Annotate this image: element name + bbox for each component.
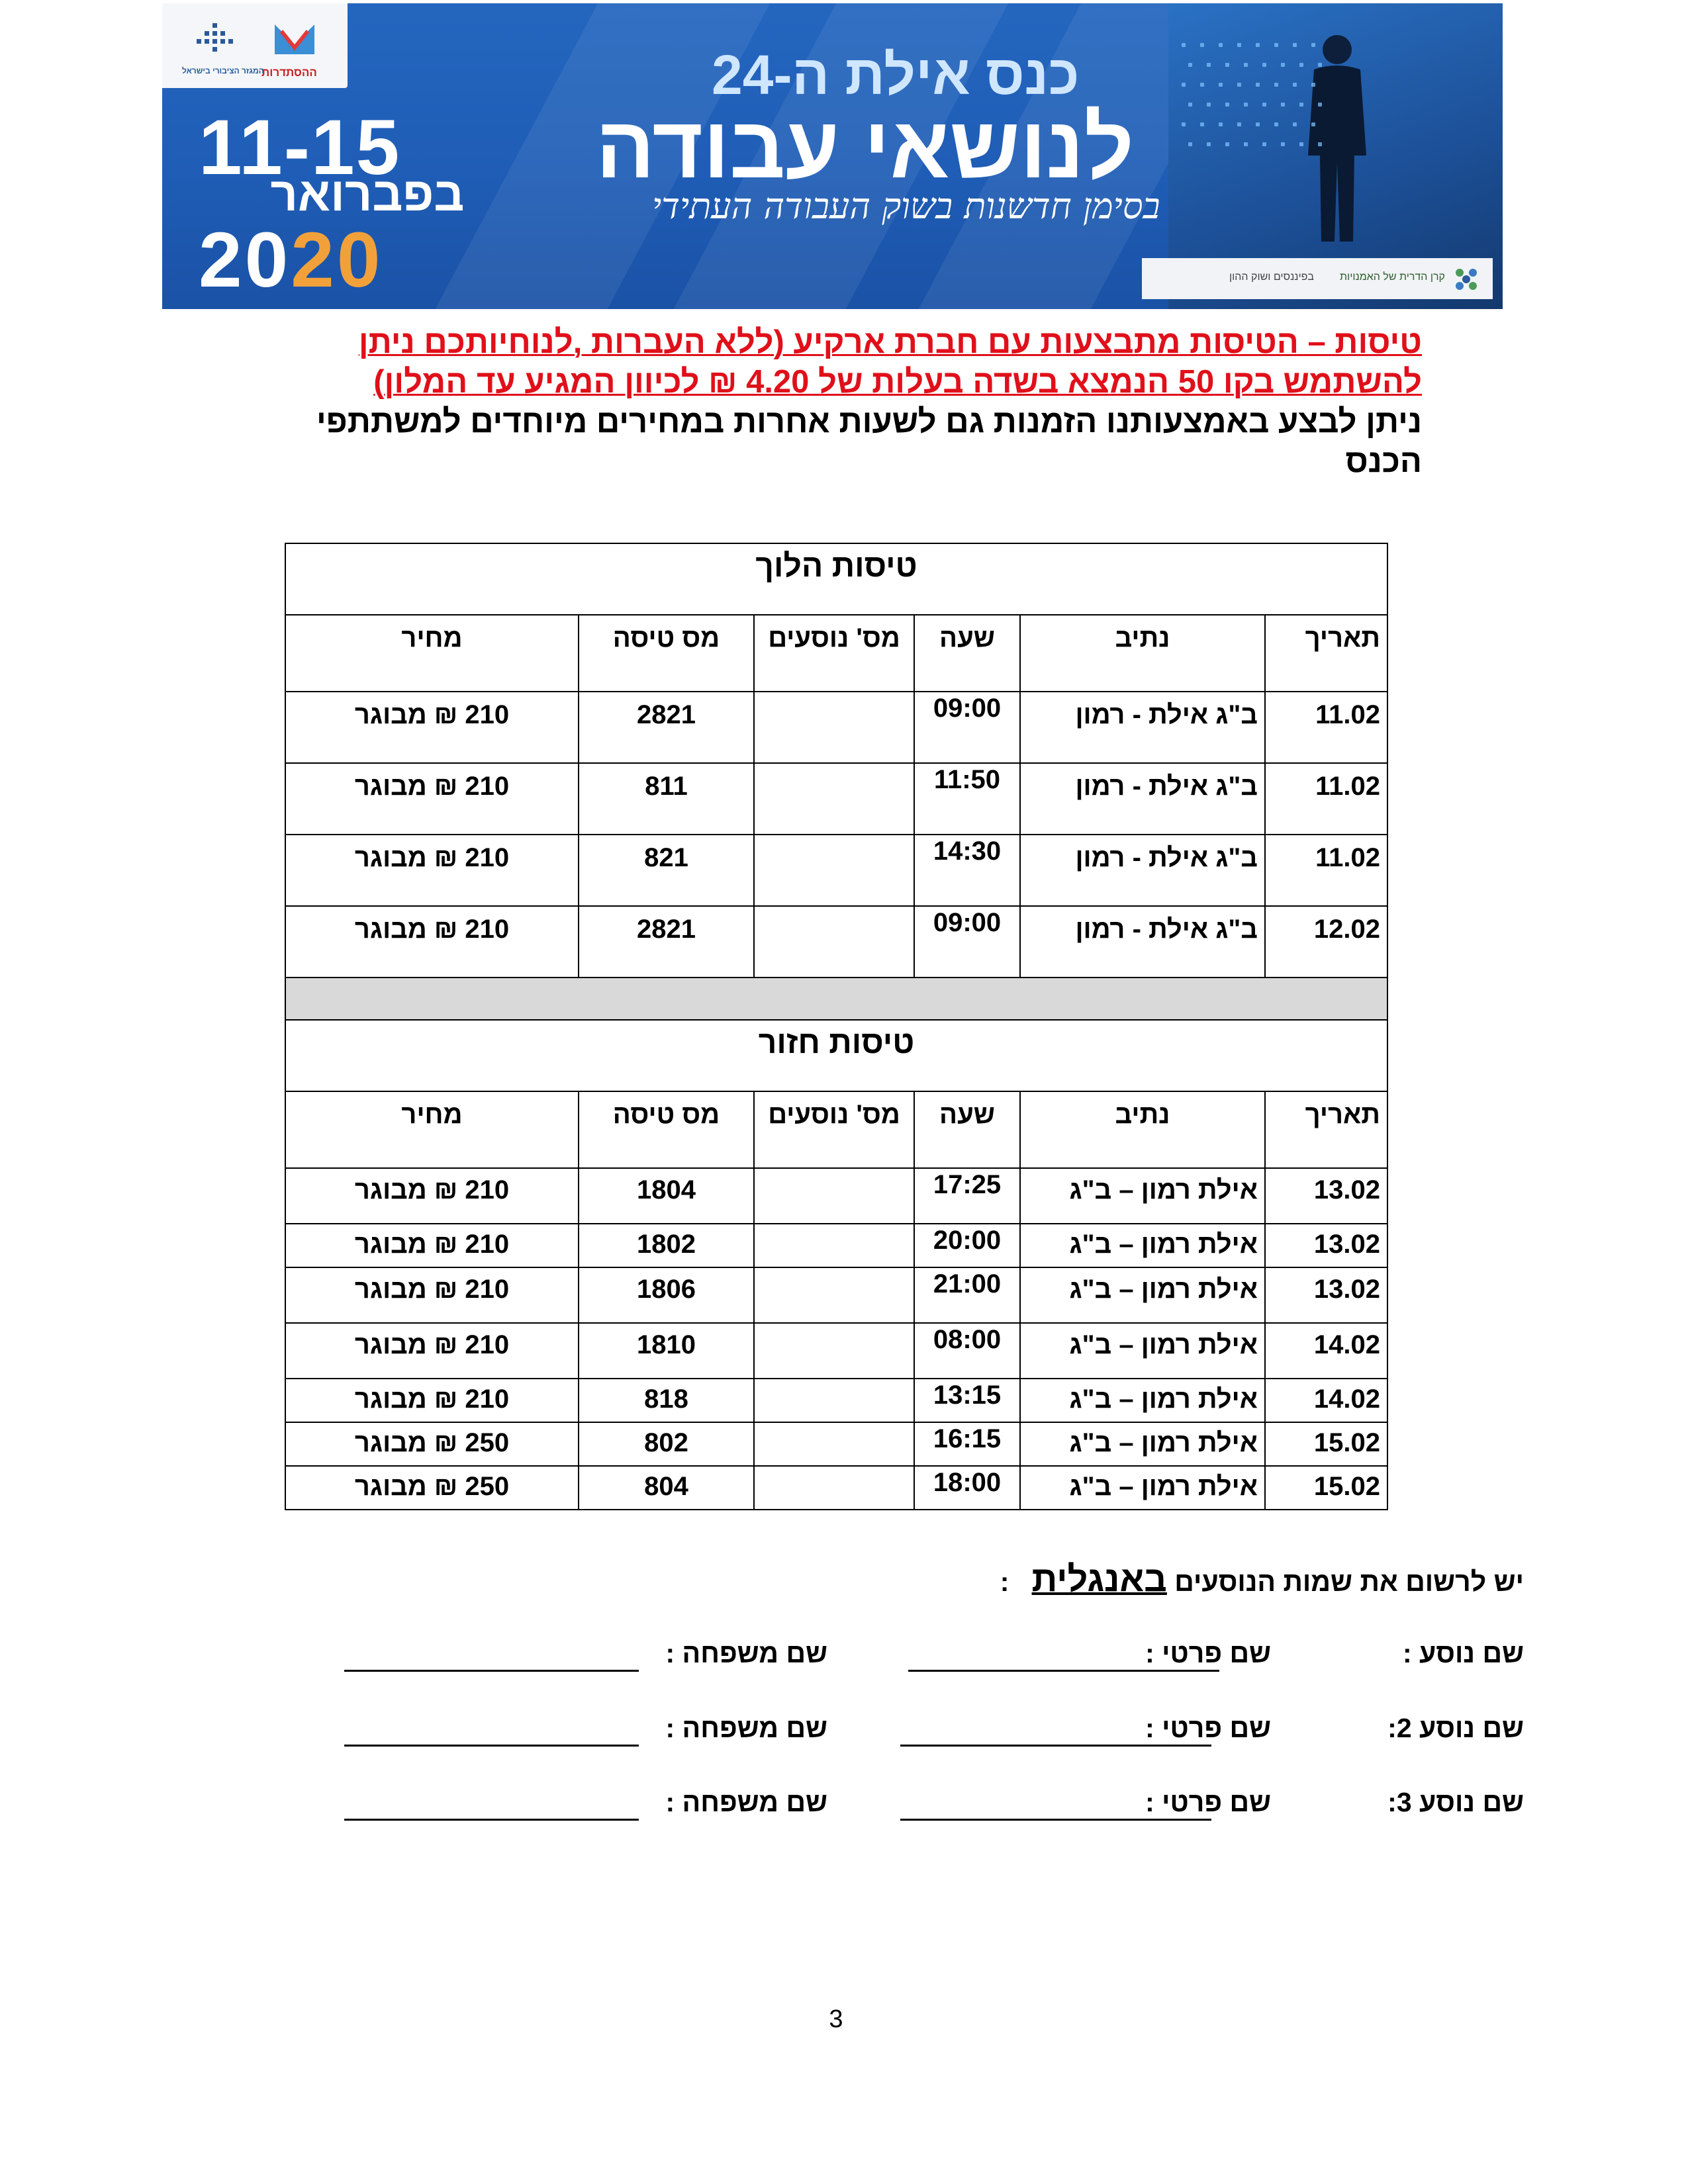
cell-date: 11.02 (1265, 763, 1387, 835)
return-header-row (285, 1091, 1387, 1168)
grid-dot (1311, 83, 1315, 87)
cell-passengers-input[interactable] (754, 1224, 914, 1267)
cell-flight-number: 1806 (579, 1267, 754, 1323)
cell-price: 210 ₪ מבוגר (285, 1379, 579, 1422)
outbound-title: טיסות הלוך (285, 543, 1387, 615)
grid-dot (1237, 43, 1241, 47)
cell-route: אילת רמון – ב"ג (1020, 1466, 1265, 1510)
heading-prefix: יש לרשום את שמות הנוסעים (1174, 1567, 1524, 1597)
header-route: נתיב (1020, 615, 1265, 692)
passenger-label: שם נוסע 3: (1387, 1787, 1524, 1817)
flight-row (285, 1267, 1387, 1323)
grid-dot (1256, 43, 1260, 47)
cell-date: 11.02 (1265, 692, 1387, 763)
cell-time: 21:00 (914, 1267, 1020, 1323)
grid-dot (1188, 103, 1192, 107)
conference-year (199, 215, 383, 305)
cell-route: אילת רמון – ב"ג (1020, 1267, 1265, 1323)
first-name-field[interactable] (900, 1745, 1211, 1747)
grid-dot (1219, 122, 1223, 126)
grid-dot (1244, 103, 1248, 107)
flight-row (285, 692, 1387, 763)
logos-box (162, 3, 348, 88)
last-name-label: שם משפחה : (665, 1713, 827, 1743)
grid-dot (1274, 122, 1278, 126)
separator-cell (285, 978, 1387, 1020)
flights-table (285, 543, 1388, 1510)
grid-dot (1188, 63, 1192, 67)
passenger-label: שם נוסע : (1403, 1638, 1524, 1668)
grid-dot (1182, 122, 1186, 126)
cell-price: 210 ₪ מבוגר (285, 763, 579, 835)
cell-passengers-input[interactable] (754, 1422, 914, 1466)
histadrut-logo-text: ההסתדרות (261, 66, 317, 79)
cell-time: 11:50 (914, 763, 1020, 835)
grid-dot (1200, 122, 1204, 126)
cell-price: 210 ₪ מבוגר (285, 1168, 579, 1224)
conference-banner (162, 3, 1503, 309)
grid-dot (1182, 83, 1186, 87)
page-number: 3 (829, 2005, 843, 2033)
cell-flight-number: 1810 (579, 1323, 754, 1379)
cell-passengers-input[interactable] (754, 763, 914, 835)
first-name-field[interactable] (908, 1670, 1219, 1672)
intro-paragraph (245, 322, 1422, 481)
flight-row (285, 1168, 1387, 1224)
cell-route: אילת רמון – ב"ג (1020, 1379, 1265, 1422)
return-title-row (285, 1020, 1387, 1091)
cell-passengers-input[interactable] (754, 1379, 914, 1422)
cell-flight-number: 811 (579, 763, 754, 835)
cell-date: 13.02 (1265, 1224, 1387, 1267)
grid-dot (1219, 83, 1223, 87)
cell-route: ב"ג אילת - רמון (1020, 692, 1265, 763)
grid-dot (1299, 63, 1303, 67)
cell-passengers-input[interactable] (754, 1466, 914, 1510)
grid-dot (1237, 122, 1241, 126)
cell-route: ב"ג אילת - רמון (1020, 835, 1265, 906)
grid-dot (1274, 43, 1278, 47)
flights-notice-black: ניתן לבצע באמצעותנו הזמנות גם לשעות אחרות במחירים מיוחדים למשתתפי הכנס (316, 404, 1422, 479)
conference-dates: 11-15 (199, 104, 401, 191)
banner-title-line1: כנס אילת ה-24 (712, 44, 1080, 106)
header-passengers: מס' נוסעים (754, 615, 914, 692)
cell-time: 20:00 (914, 1224, 1020, 1267)
passenger-label: שם נוסע 2: (1387, 1713, 1524, 1743)
sponsor-logo-icon (1452, 265, 1481, 294)
flight-row (285, 1422, 1387, 1466)
section-separator (285, 978, 1387, 1020)
sponsor1-text: קרן הדרית של האמנויות (1339, 271, 1445, 283)
grid-dot (1318, 142, 1322, 146)
cell-time: 18:00 (914, 1466, 1020, 1510)
grid-dot (1311, 43, 1315, 47)
cell-route: ב"ג אילת - רמון (1020, 763, 1265, 835)
grid-dot (1299, 142, 1303, 146)
heading-english-emphasis: באנגלית (1031, 1559, 1167, 1599)
cell-date: 12.02 (1265, 906, 1387, 978)
sponsor2-text: בפיננסים ושוק ההון (1229, 271, 1314, 283)
cell-flight-number: 821 (579, 835, 754, 906)
cell-passengers-input[interactable] (754, 835, 914, 906)
cell-passengers-input[interactable] (754, 906, 914, 978)
outbound-title-row (285, 543, 1387, 615)
cell-date: 15.02 (1265, 1466, 1387, 1510)
grid-dot (1293, 43, 1297, 47)
conference-month: בפברואר (270, 168, 465, 221)
last-name-field[interactable] (344, 1745, 639, 1747)
grid-dot (1225, 63, 1229, 67)
cell-flight-number: 818 (579, 1379, 754, 1422)
flight-row (285, 1224, 1387, 1267)
grid-dot (1182, 43, 1186, 47)
cell-passengers-input[interactable] (754, 692, 914, 763)
grid-dot (1281, 142, 1285, 146)
cell-flight-number: 2821 (579, 692, 754, 763)
return-title: טיסות חזור (285, 1020, 1387, 1091)
grid-dot (1225, 103, 1229, 107)
grid-dot (1262, 103, 1266, 107)
last-name-label: שם משפחה : (665, 1787, 827, 1817)
cell-flight-number: 804 (579, 1466, 754, 1510)
outbound-header-row (285, 615, 1387, 692)
cell-time: 14:30 (914, 835, 1020, 906)
grid-dot (1293, 122, 1297, 126)
banner-title-line2: לנושאי עבודה (596, 99, 1135, 196)
header-route: נתיב (1020, 1091, 1265, 1168)
cell-price: 210 ₪ מבוגר (285, 835, 579, 906)
last-name-field[interactable] (344, 1670, 639, 1672)
cell-time: 08:00 (914, 1323, 1020, 1379)
grid-dot (1219, 43, 1223, 47)
grid-dot (1281, 63, 1285, 67)
flight-row (285, 1379, 1387, 1422)
public-sector-logo-text: המגזר הציבורי בישראל (182, 66, 264, 75)
cell-route: אילת רמון – ב"ג (1020, 1422, 1265, 1466)
header-time: שעה (914, 1091, 1020, 1168)
last-name-label: שם משפחה : (665, 1638, 827, 1668)
flights-notice-red: טיסות – הטיסות מתבצעות עם חברת ארקיע (ללא העברות ,לנוחיותכם ניתן להשתמש בקו 50 הנמצא בשדה בעלות של 4.20 ₪ לכיוון המגיע עד המלון) (358, 324, 1422, 400)
heading-colon: : (1000, 1567, 1009, 1597)
return-section (285, 1020, 1387, 1510)
grid-dot (1207, 142, 1211, 146)
banner-tagline: בסימן חדשנות בשוק העבודה העתידי (652, 185, 1160, 227)
year-part-orange: 20 (291, 216, 383, 304)
grid-dot (1200, 43, 1204, 47)
grid-dot (1225, 142, 1229, 146)
grid-dot (1237, 83, 1241, 87)
cell-route: אילת רמון – ב"ג (1020, 1224, 1265, 1267)
header-price: מחיר (285, 615, 579, 692)
first-name-field[interactable] (900, 1819, 1211, 1821)
grid-dot (1293, 83, 1297, 87)
first-name-label: שם פרטי : (1145, 1787, 1271, 1817)
cell-route: אילת רמון – ב"ג (1020, 1168, 1265, 1224)
flight-row (285, 1466, 1387, 1510)
grid-dot (1318, 103, 1322, 107)
cell-price: 210 ₪ מבוגר (285, 1323, 579, 1379)
grid-dot (1318, 63, 1322, 67)
cell-passengers-input[interactable] (754, 1323, 914, 1379)
cell-date: 14.02 (1265, 1323, 1387, 1379)
banner-sponsors-bar (1142, 258, 1493, 299)
passenger-names-heading (940, 1559, 1524, 1600)
grid-dot (1244, 142, 1248, 146)
grid-dot (1200, 83, 1204, 87)
cell-date: 15.02 (1265, 1422, 1387, 1466)
grid-dot (1262, 142, 1266, 146)
grid-dot (1244, 63, 1248, 67)
outbound-section (285, 543, 1387, 978)
cell-price: 250 ₪ מבוגר (285, 1422, 579, 1466)
grid-dot (1311, 122, 1315, 126)
cell-date: 13.02 (1265, 1267, 1387, 1323)
grid-dot (1256, 83, 1260, 87)
cell-price: 250 ₪ מבוגר (285, 1466, 579, 1510)
flight-row (285, 763, 1387, 835)
header-flight-number: מס טיסה (579, 615, 754, 692)
cell-price: 210 ₪ מבוגר (285, 692, 579, 763)
cell-route: ב"ג אילת - רמון (1020, 906, 1265, 978)
cell-time: 09:00 (914, 906, 1020, 978)
grid-dot (1274, 83, 1278, 87)
cell-flight-number: 2821 (579, 906, 754, 978)
grid-dot (1188, 142, 1192, 146)
grid-dot (1299, 103, 1303, 107)
first-name-label: שם פרטי : (1145, 1638, 1271, 1668)
cell-date: 13.02 (1265, 1168, 1387, 1224)
first-name-label: שם פרטי : (1145, 1713, 1271, 1743)
cell-flight-number: 1804 (579, 1168, 754, 1224)
grid-dot (1256, 122, 1260, 126)
cell-date: 14.02 (1265, 1379, 1387, 1422)
cell-time: 17:25 (914, 1168, 1020, 1224)
cell-price: 210 ₪ מבוגר (285, 906, 579, 978)
cell-price: 210 ₪ מבוגר (285, 1224, 579, 1267)
grid-dot (1262, 63, 1266, 67)
cell-time: 16:15 (914, 1422, 1020, 1466)
header-date: תאריך (1265, 1091, 1387, 1168)
businessman-figure-icon (1297, 30, 1377, 245)
cell-flight-number: 1802 (579, 1224, 754, 1267)
header-price: מחיר (285, 1091, 579, 1168)
gap-section (285, 978, 1387, 1020)
cell-flight-number: 802 (579, 1422, 754, 1466)
flight-row (285, 1323, 1387, 1379)
flight-row (285, 906, 1387, 978)
header-date: תאריך (1265, 615, 1387, 692)
cell-passengers-input[interactable] (754, 1168, 914, 1224)
grid-dot (1207, 103, 1211, 107)
year-part-white: 20 (199, 216, 291, 304)
header-time: שעה (914, 615, 1020, 692)
last-name-field[interactable] (344, 1819, 639, 1821)
grid-dot (1281, 103, 1285, 107)
header-flight-number: מס טיסה (579, 1091, 754, 1168)
cell-passengers-input[interactable] (754, 1267, 914, 1323)
cell-time: 09:00 (914, 692, 1020, 763)
flight-row (285, 835, 1387, 906)
cell-time: 13:15 (914, 1379, 1020, 1422)
cell-price: 210 ₪ מבוגר (285, 1267, 579, 1323)
header-passengers: מס' נוסעים (754, 1091, 914, 1168)
cell-route: אילת רמון – ב"ג (1020, 1323, 1265, 1379)
grid-dot (1207, 63, 1211, 67)
cell-date: 11.02 (1265, 835, 1387, 906)
